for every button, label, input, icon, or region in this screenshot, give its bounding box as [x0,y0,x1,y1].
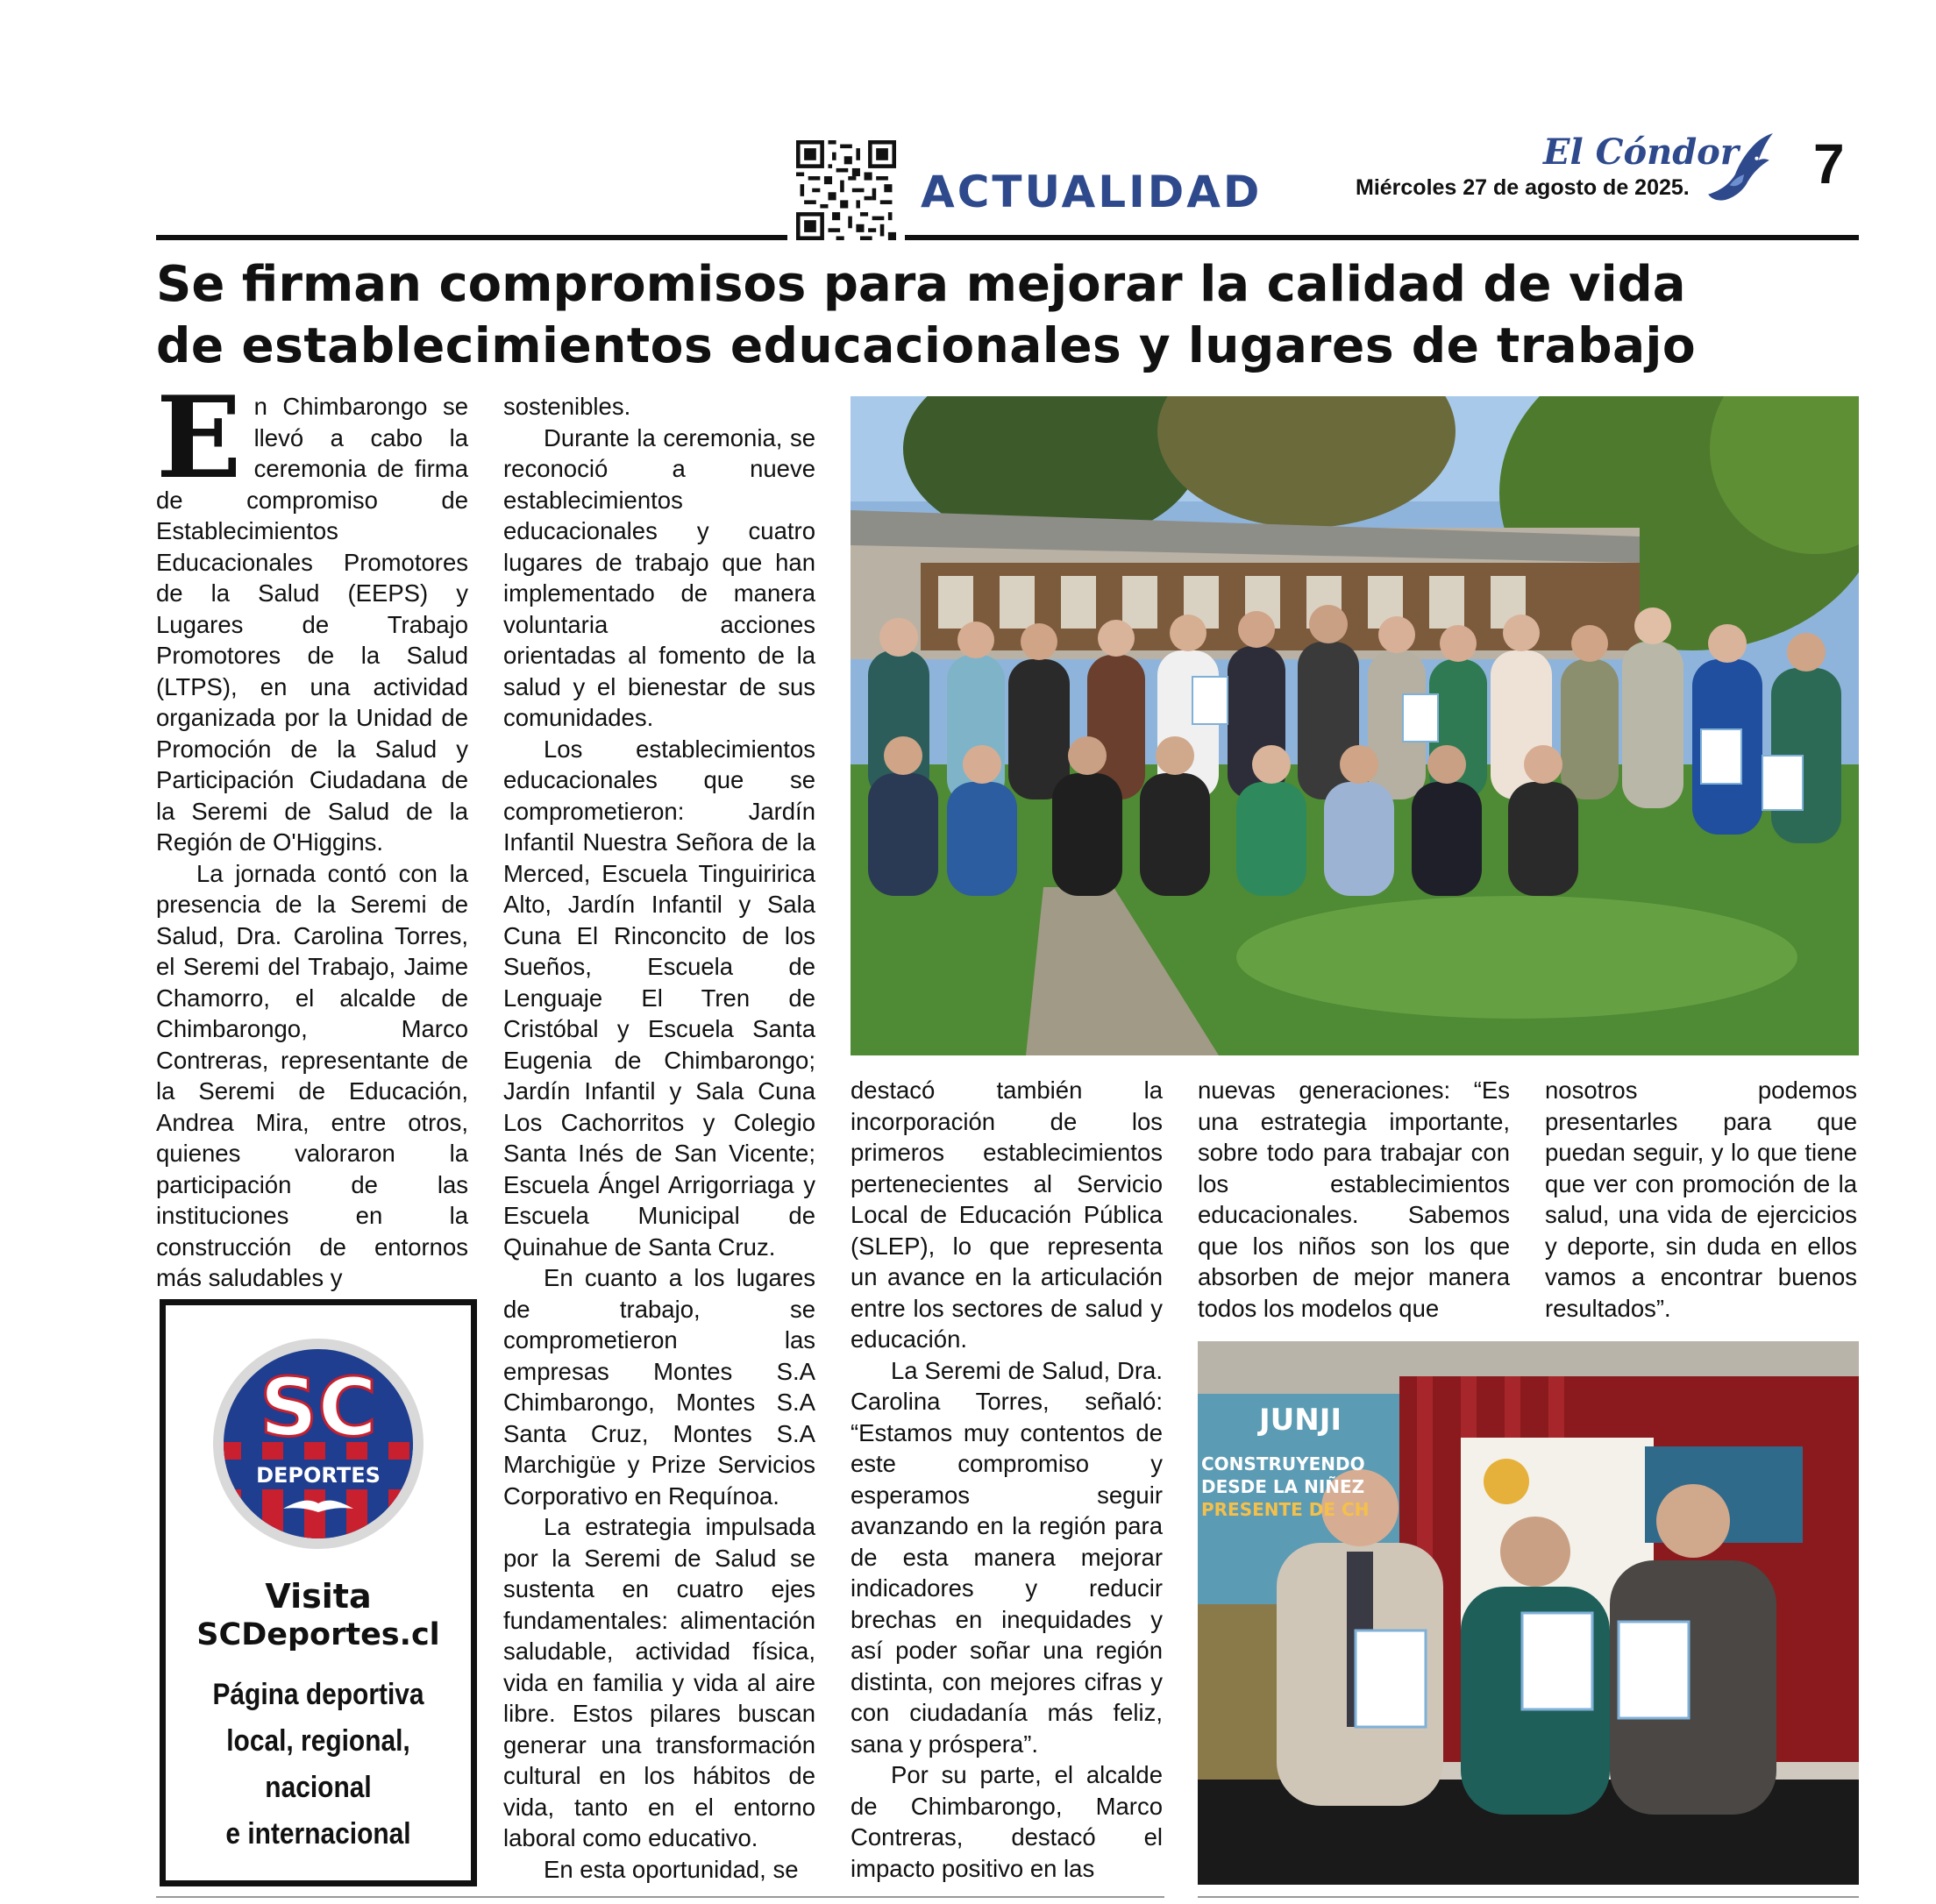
group-photo [851,396,1859,1055]
issue-date: Miércoles 27 de agosto de 2025. [1356,175,1690,200]
paragraph: n Chimbarongo se llevó a cabo la ceremonia de firma de compromiso de Establecimientos Educacionales Promotores de la Salud (EEPS) y Lugares de Trabajo Promotores de la Salud (LTPS), en una actividad organizada por la Unidad de Promoción de la Salud y Participación Ciudadana de la Seremi de Salud de la Región de O'Higgins. [156,393,468,856]
banner-slogan-2: DESDE LA NIÑEZ [1201,1476,1365,1497]
sc-deportes-logo [211,1337,425,1551]
qr-code-icon [796,140,896,240]
paragraph: destacó también la incorporación de los primeros establecimientos pertenecientes al Servicio Local de Educación Pública (SLEP), lo que representa un avance en la articulación entre los sectores de salud y educación. [851,1076,1163,1353]
logo-text: SC [260,1361,377,1454]
ad-visit-text: Visita [265,1577,372,1616]
drop-cap: E [156,373,242,504]
headline-line-1: Se firman compromisos para mejorar la calidad de vida [156,256,1686,313]
paragraph: La jornada contó con la presencia de la Seremi de Salud, Dra. Carolina Torres, el Seremi del Trabajo, Jaime Chamorro, el alcalde de Chimbarongo, Marco Contreras, representante de la Seremi de Educación, Andrea Mira, entre otros, quienes valoraron la participación de las instituciones en la construcción de entornos más saludables y [156,859,468,1291]
section-title: ACTUALIDAD [921,167,1263,217]
header-rule-right [905,235,1859,240]
ad-desc-line: e internacional [225,1817,411,1851]
paragraph: Por su parte, el alcalde de Chimbarongo, Marco Contreras, destacó el impacto positivo en las [851,1761,1163,1882]
paragraph: Los establecimientos educacionales que se comprometieron: Jardín Infantil Nuestra Señora de la Merced, Escuela Tinguiririca Alto, Jardín Infantil y Sala Cuna El Rinconcito de los Sueños, Escuela de Lenguaje El Tren de Cristóbal y Escuela Santa Eugenia de Chimbarongo; Jardín Infantil y Sala Cuna Los Cachorritos y Colegio Santa Inés de San Vicente; Escuela Ángel Arrigorriaga y Escuela Municipal de Quinahue de Santa Cruz. [503,735,815,1261]
article-column-3 [851,1075,1163,1884]
banner-slogan-1: CONSTRUYENDO [1201,1453,1365,1474]
article-column-4 [1198,1075,1510,1324]
ad-desc-line: Página deportiva [212,1678,424,1711]
bottom-rule-left [156,1896,1164,1898]
paragraph: nuevas generaciones: “Es una estrategia importante, sobre todo para trabajar con los establecimientos educacionales. Sabemos que los niños son los que absorben de mejor manera todos los modelos que [1198,1076,1510,1322]
banner-text-junji: JUNJI [1259,1403,1342,1438]
signing-photo [1198,1341,1859,1885]
paragraph: Durante la ceremonia, se reconoció a nueve establecimientos educacionales y cuatro lugares de trabajo que han implementado de manera voluntaria acciones orientadas al fomento de la salud y el bienestar de sus comunidades. [503,423,815,731]
banner-slogan-3: PRESENTE DE CH [1201,1499,1370,1520]
paragraph: En esta oportunidad, se [544,1855,799,1883]
page-number: 7 [1813,132,1845,195]
condor-icon [1703,131,1775,207]
newspaper-brand: El Cóndor [1543,131,1739,173]
paragraph: sostenibles. [503,393,631,420]
advertisement-box[interactable] [160,1299,477,1886]
header-rule-left [156,235,787,240]
headline-line-2: de establecimientos educacionales y lugares de trabajo [156,317,1697,373]
ad-desc-line: nacional [265,1771,372,1804]
bottom-rule-right [1198,1896,1859,1898]
paragraph: En cuanto a los lugares de trabajo, se comprometieron las empresas Montes S.A Chimbarongo, Montes S.A Santa Cruz, Montes S.A Marchigüe y Prize Servicios Corporativo en Requínoa. [503,1264,815,1510]
ad-description [184,1672,452,1858]
logo-subtext: DEPORTES [256,1463,381,1488]
article-column-2 [503,391,815,1885]
paragraph: La estrategia impulsada por la Seremi de Salud se sustenta en cuatro ejes fundamentales: alimentación saludable, actividad física, vida en familia y vida al aire libre. Estos pilares buscan generar una transformación cultural en los hábitos de vida, tanto en el entorno laboral como educativo. [503,1513,815,1851]
paragraph: nosotros podemos presentarles para que puedan seguir, y lo que tiene que ver con promoción de la salud, una vida de ejercicios y deporte, sin duda en ellos vamos a encontrar buenos resultados”. [1545,1076,1857,1322]
paragraph: La Seremi de Salud, Dra. Carolina Torres, señaló: “Estamos muy contentos de este compromiso y esperamos seguir avanzando en la región para de esta manera mejorar indicadores y reducir brechas en inequidades y así poder soñar una región distinta, con mejores cifras y con ciudadanía más feliz, sana y próspera”. [851,1356,1163,1758]
article-column-5 [1545,1075,1857,1324]
article-column-1 [156,373,468,1294]
ad-site-link[interactable]: SCDeportes.cl [196,1617,440,1652]
ad-desc-line: local, regional, [226,1724,410,1758]
